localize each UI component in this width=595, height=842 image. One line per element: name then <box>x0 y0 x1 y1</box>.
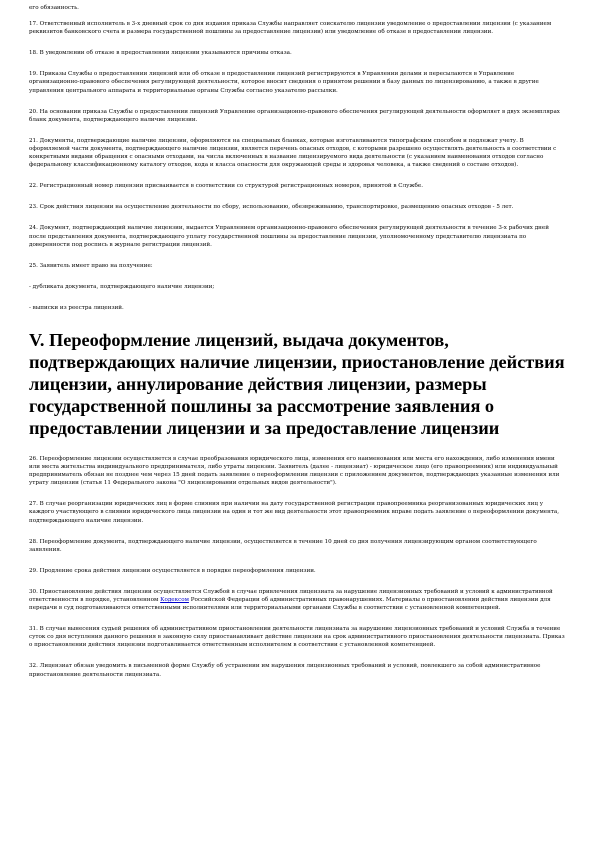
paragraph-17: 17. Ответственный исполнитель в 3-х дневный срок со дня издания приказа Службы направляет соискателю лицензии уведомление о предоставлении лицензии (с указанием реквизитов банковского счета и размера государственной пошлины за предоставление лицензии) или уведомление об отказе в предоставлении лицензии. <box>29 21 552 36</box>
list-item-registry-extract: - выписки из реестра лицензий. <box>29 304 124 311</box>
section-heading: V. Переоформление лицензий, выдача документов, подтверждающих наличие лицензии, приостановление действия лицензии, аннулирование действия лицензии, размеры государственной пошлины за рассмотрение заявления о предоставлении лицензии и за предоставление лицензии <box>29 329 565 438</box>
paragraph-28: 28. Переоформление документа, подтверждающего наличие лицензии, осуществляется в течение 10 дней со дня получения лицензирующим органом соответствующего заявления. <box>29 538 537 553</box>
list-item-duplicate: - дубликата документа, подтверждающего наличие лицензии; <box>29 283 215 290</box>
paragraph-20: 20. На основании приказа Службы о предоставлении лицензий Управление организационно-правового обеспечения регулирующей деятельности оформляет в двух экземплярах бланк документа, подтверждающего наличие лицензии. <box>29 108 560 123</box>
paragraph-30-text-before: 30. Приостановление действия лицензии осуществляется Службой в случае привлечения лицензиата за нарушение лицензионных требований и условий к административной ответственности в порядке, установленном <box>29 588 553 603</box>
kodeks-link[interactable]: Кодексом <box>160 597 189 603</box>
paragraph-31: 31. В случае вынесения судьей решения об административном приостановлении деятельности лицензиата за нарушение лицензионных требований и условий Служба в течение суток со дня вступления данного решения в законную силу приостанавливает действие лицензии на срок административного приостановления деятельности лицензиата. Приказ о приостановлении действия лицензии подготавливается ответственным исполнителем в соответствии с установленной компетенцией. <box>29 626 565 649</box>
paragraph-29: 29. Продление срока действия лицензии осуществляется в порядке переоформления лицензии. <box>29 567 316 574</box>
paragraph-32: 32. Лицензиат обязан уведомить в письменной форме Службу об устранении им нарушения лицензионных требований и условий, повлекшего за собой административное приостановление деятельности лицензиата. <box>29 663 541 678</box>
paragraph-30-text-after: Российской Федерации об административных правонарушениях. Материалы о приостановлении действия лицензии для передачи в суд подготавливаются ответственными исполнителями или территориальными органами Службы в соответствии с установленной компетенцией. <box>29 597 551 612</box>
paragraph-continuation: его обязанность. <box>29 5 79 11</box>
paragraph-21: 21. Документы, подтверждающие наличие лицензии, оформляются на специальных бланках, которые изготавливаются типографским способом и подлежат учету. В оформляемой части документа, подтверждающего наличие лицензии, является перечень опасных отходов, с которыми разрешено осуществлять деятельность в соответствии с конкретными видами обращения с опасными отходами, на числа включенных в название лицензируемого вида деятельности (с указанием наименования отходов согласно федеральному классификационному каталогу отходов, кода и класса опасности для окружающей среды и здоровья человека, а также сведений о составе отходов). <box>29 137 557 169</box>
paragraph-18: 18. В уведомлении об отказе в предоставлении лицензии указываются причины отказа. <box>29 50 292 57</box>
paragraph-24: 24. Документ, подтверждающий наличие лицензии, выдается Управлением организационно-правового обеспечения регулирующей деятельности в течение 3-х рабочих дней после представления документа, подтверждающего уплату государственной пошлины за предоставление лицензии, уполномоченному представителю лицензиата по доверенности под роспись в журнале регистрации лицензий. <box>29 225 549 248</box>
paragraph-22: 22. Регистрационный номер лицензии присваивается в соответствии со структурой регистрационных номеров, принятой в Службе. <box>29 183 424 190</box>
paragraph-26: 26. Переоформление лицензии осуществляется в случае преобразования юридического лица, изменения его наименования или места его нахождения, либо изменения имени или места жительства индивидуального предпринимателя, либо утраты лицензии. Заявитель (далее - лицензиат) - юридическое лицо (его правопреемник) или индивидуальный предприниматель обязан не позднее чем через 15 дней подать заявление о переоформлении лицензии с приложением документов, подтверждающих указанные изменения или утрату лицензии (статья 11 Федерального закона "О лицензировании отдельных видов деятельности"). <box>29 455 560 487</box>
paragraph-23: 23. Срок действия лицензии на осуществление деятельности по сбору, использованию, обезвреживанию, транспортировке, размещению опасных отходов - 5 лет. <box>29 204 514 211</box>
paragraph-19: 19. Приказы Службы о предоставлении лицензий или об отказе в предоставлении лицензий регистрируются в Управлении делами и пересылаются в Управление организационно-правового обеспечения регулирующей деятельности, которое вносит сведения о принятом решении в базу данных по лицензированию, а также в другие управления центрального аппарата и территориальные органы Службы согласно указателю рассылки. <box>29 71 539 94</box>
paragraph-27: 27. В случае реорганизации юридических лиц в форме слияния при наличии на дату государственной регистрации правопреемника реорганизованных юридических лиц у каждого участвующего в слиянии юридического лица лицензии на один и тот же вид деятельности этот правопреемник вправе подать заявление о переоформлении документа, подтверждающего наличие лицензии. <box>29 501 560 524</box>
paragraph-30 <box>29 588 566 612</box>
paragraph-25: 25. Заявитель имеет право на получение: <box>29 262 153 269</box>
